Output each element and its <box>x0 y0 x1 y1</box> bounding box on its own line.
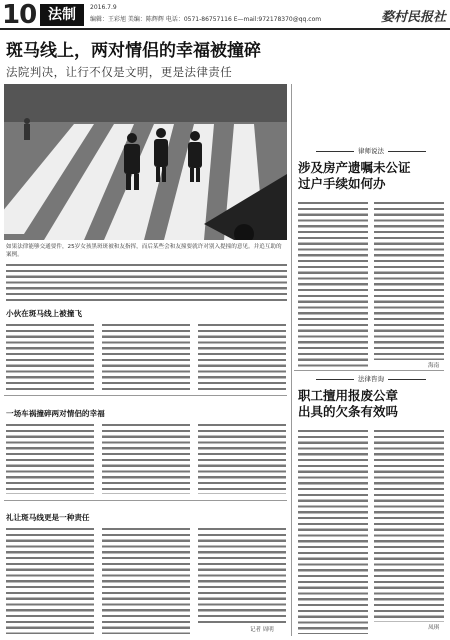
divider <box>4 395 287 396</box>
body-col-2b <box>102 422 190 494</box>
right-headline-1 <box>298 160 411 192</box>
subhead-1: 小伙在斑马线上被撞飞 <box>6 309 82 318</box>
editor-line: 编辑：王彩旭 美编：陈辉辉 <box>90 16 164 23</box>
byline: 记者 周明 <box>250 627 274 633</box>
section-label-consult: 法律咨询 <box>296 374 446 383</box>
right-body-1a <box>298 200 368 368</box>
intro-text-block <box>6 262 287 302</box>
page-header <box>0 0 450 30</box>
main-headline: 斑马线上，两对情侣的幸福被撞碎 <box>6 41 261 61</box>
right-headline-2-line2: 出具的欠条有效吗 <box>298 404 399 419</box>
body-col-1b <box>102 322 190 392</box>
body-col-3a <box>6 526 94 634</box>
body-col-1a <box>6 322 94 392</box>
right-headline-2 <box>298 388 398 420</box>
body-col-1c <box>198 322 286 392</box>
divider <box>294 370 444 371</box>
page-number: 10 <box>2 0 37 30</box>
author-2: 凤琪 <box>428 625 440 631</box>
body-col-3b <box>102 526 190 634</box>
contact-info: 电话：0571-86757116 E—mail:972178370@qq.com <box>165 16 322 23</box>
right-headline-1-line2: 过户手续如何办 <box>298 176 386 191</box>
contact-line <box>90 14 321 23</box>
author-1: 海南 <box>428 363 440 369</box>
subhead-3: 礼让斑马线更是一种责任 <box>6 513 90 522</box>
right-headline-2-line1: 职工擅用报废公章 <box>298 388 399 403</box>
photo-caption: 如果法律能够交通要件，25岁女孩黑斑斑被和友指挥，而后某些会和友撞要就许对别入提撞的意见。并追互助的案例。 <box>6 244 282 258</box>
section-badge: 法制 <box>40 4 84 26</box>
body-col-2c <box>198 422 286 494</box>
right-body-1b <box>374 200 444 360</box>
main-subheadline: 法院判决，让行不仅是文明，更是法律责任 <box>6 65 233 79</box>
date-line: 2016.7.9 <box>90 4 117 11</box>
right-body-2b <box>374 428 444 622</box>
divider <box>4 500 287 501</box>
column-rule <box>291 84 292 636</box>
accident-photo <box>4 84 287 240</box>
right-body-2a <box>298 428 368 634</box>
right-headline-1-line1: 涉及房产遗嘱未公证 <box>298 160 411 175</box>
body-col-3c <box>198 526 286 624</box>
masthead-logo: 婺村民报社 <box>380 10 446 25</box>
subhead-2: 一场车祸撞碎两对情侣的幸福 <box>6 409 105 418</box>
section-label-lawyer: 律师说法 <box>296 146 446 155</box>
body-col-2a <box>6 422 94 494</box>
